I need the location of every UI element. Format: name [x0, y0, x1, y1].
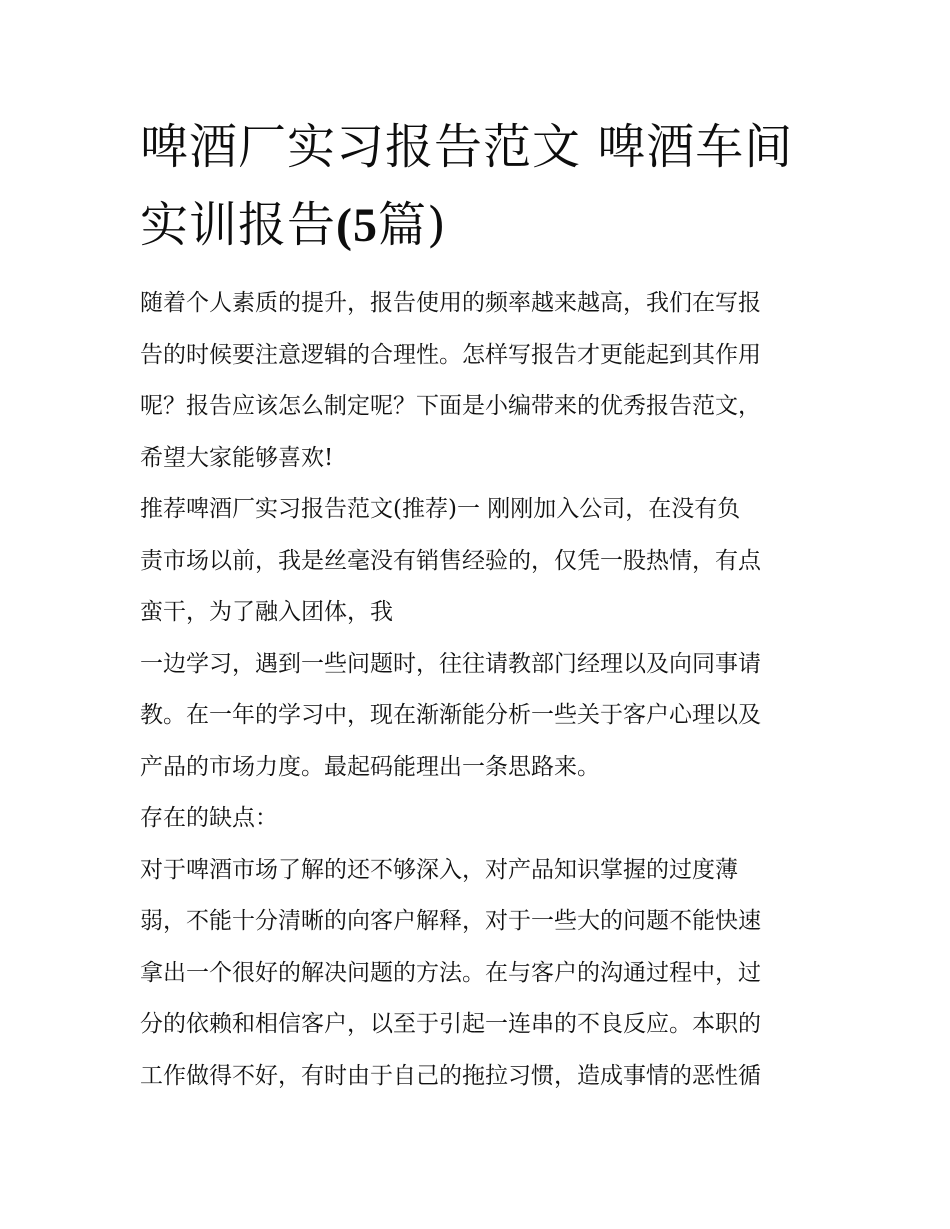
body-line: 呢？报告应该怎么制定呢？下面是小编带来的优秀报告范文，: [140, 393, 761, 419]
title-line-2-bold: (5: [336, 199, 378, 252]
body-line: 弱，不能十分清晰的向客户解释，对于一些大的问题不能快速: [140, 908, 761, 934]
body-line: 工作做得不好，有时由于自己的拖拉习惯，造成事情的恶性循: [140, 1062, 761, 1089]
body-line: 希望大家能够喜欢!: [140, 444, 334, 471]
title-line-2-text: 实训报告: [140, 197, 337, 253]
body-line: 教。在一年的学习中，现在渐渐能分析一些关于客户心理以及: [140, 702, 761, 728]
document-body: [140, 278, 830, 1102]
body-line: 蛮干，为了融入团体，我: [140, 599, 393, 625]
body-line: 对于啤酒市场了解的还不够深入，对产品知识掌握的过度薄: [140, 856, 738, 883]
body-line: 告的时候要注意逻辑的合理性。怎样写报告才更能起到其作用: [140, 341, 761, 368]
body-line: 随着个人素质的提升，报告使用的频率越来越高，我们在写报: [140, 290, 761, 316]
body-line: 一边学习，遇到一些问题时，往往请教部门经理以及向同事请: [140, 650, 761, 677]
title-line-2-tail: 篇): [378, 197, 447, 253]
title-line-1: 啤酒厂实习报告范文 啤酒车间: [140, 119, 794, 175]
body-line: 存在的缺点：: [140, 805, 278, 831]
body-line: 产品的市场力度。最起码能理出一条思路来。: [140, 753, 600, 780]
document-title: [140, 108, 830, 264]
body-line: 责市场以前，我是丝毫没有销售经验的，仅凭一股热情，有点: [140, 547, 761, 574]
body-line: 分的依赖和相信客户，以至于引起一连串的不良反应。本职的: [140, 1011, 761, 1037]
body-line: 拿出一个很好的解决问题的方法。在与客户的沟通过程中，过: [140, 959, 761, 986]
body-line: 推荐啤酒厂实习报告范文(推荐)一 刚刚加入公司，在没有负: [140, 496, 741, 522]
title-line-2: [140, 186, 830, 264]
